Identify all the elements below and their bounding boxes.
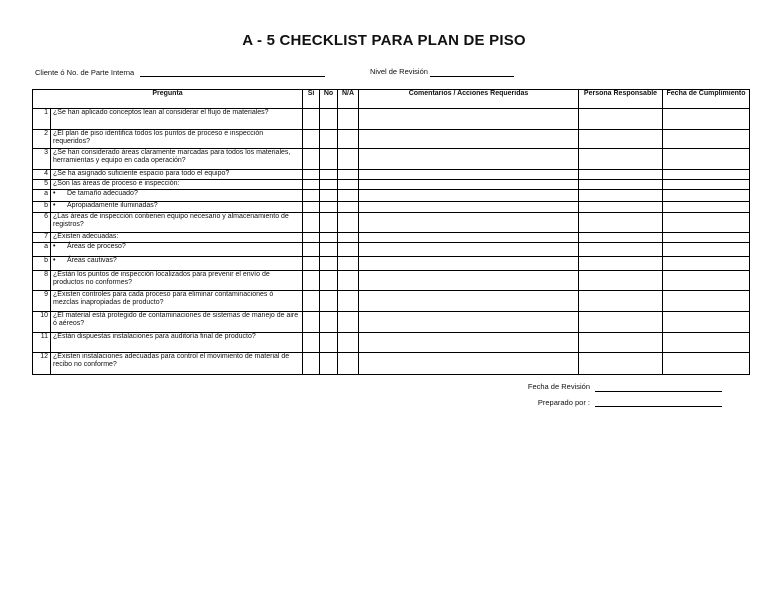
question-text: De tamaño adecuado? — [67, 190, 138, 197]
responsible-cell[interactable] — [579, 149, 663, 170]
no-cell[interactable] — [320, 243, 338, 257]
revision-level-field[interactable] — [430, 76, 514, 77]
question-text: ¿El material está protegido de contaminaciones de sistemas de manejo de aire ó aéreos? — [51, 312, 303, 333]
row-number: b — [33, 202, 51, 213]
comments-cell[interactable] — [359, 291, 579, 312]
question-text: Áreas cautivas? — [67, 257, 117, 264]
yes-cell[interactable] — [303, 109, 320, 130]
na-cell[interactable] — [338, 130, 359, 149]
table-row — [33, 109, 750, 130]
na-cell[interactable] — [338, 243, 359, 257]
question-text: Áreas de proceso? — [67, 243, 126, 250]
date-cell[interactable] — [663, 190, 750, 202]
responsible-cell[interactable] — [579, 233, 663, 243]
bullet-icon — [53, 190, 67, 197]
question-text: ¿Existen instalaciones adecuadas para control el movimiento de material de recibo no conforme? — [51, 353, 303, 375]
client-field[interactable] — [140, 76, 325, 77]
responsible-cell[interactable] — [579, 190, 663, 202]
na-cell[interactable] — [338, 233, 359, 243]
table-row — [33, 170, 750, 180]
header-na: N/A — [338, 90, 359, 109]
no-cell[interactable] — [320, 353, 338, 375]
comments-cell[interactable] — [359, 312, 579, 333]
comments-cell[interactable] — [359, 149, 579, 170]
na-cell[interactable] — [338, 170, 359, 180]
row-number: 11 — [33, 333, 51, 353]
question-cell — [51, 202, 303, 213]
prepared-by-field[interactable] — [595, 406, 722, 407]
date-cell[interactable] — [663, 312, 750, 333]
na-cell[interactable] — [338, 333, 359, 353]
date-cell[interactable] — [663, 291, 750, 312]
revision-date-field[interactable] — [595, 391, 722, 392]
client-label: Cliente ó No. de Parte Interna — [35, 68, 135, 77]
responsible-cell[interactable] — [579, 257, 663, 271]
no-cell[interactable] — [320, 202, 338, 213]
no-cell[interactable] — [320, 109, 338, 130]
table-row — [33, 213, 750, 233]
responsible-cell[interactable] — [579, 243, 663, 257]
bullet-icon — [53, 202, 67, 209]
na-cell[interactable] — [338, 353, 359, 375]
responsible-cell[interactable] — [579, 213, 663, 233]
responsible-cell[interactable] — [579, 109, 663, 130]
row-number: 3 — [33, 149, 51, 170]
na-cell[interactable] — [338, 180, 359, 190]
yes-cell[interactable] — [303, 312, 320, 333]
header-yes: Sí — [303, 90, 320, 109]
table-row — [33, 257, 750, 271]
date-cell[interactable] — [663, 213, 750, 233]
row-number: 8 — [33, 271, 51, 291]
question-cell — [51, 243, 303, 257]
row-number: b — [33, 257, 51, 271]
responsible-cell[interactable] — [579, 202, 663, 213]
yes-cell[interactable] — [303, 353, 320, 375]
na-cell[interactable] — [338, 312, 359, 333]
date-cell[interactable] — [663, 130, 750, 149]
prepared-by-label: Preparado por : — [537, 398, 590, 407]
yes-cell[interactable] — [303, 170, 320, 180]
yes-cell[interactable] — [303, 213, 320, 233]
question-text: ¿Las áreas de inspección contienen equipo necesario y almacenamiento de registros? — [51, 213, 303, 233]
question-cell — [51, 190, 303, 202]
question-text: ¿Existen adecuadas: — [51, 233, 303, 243]
row-number: 7 — [33, 233, 51, 243]
na-cell[interactable] — [338, 109, 359, 130]
row-number: 6 — [33, 213, 51, 233]
table-row — [33, 202, 750, 213]
header-no: No — [320, 90, 338, 109]
row-number: 4 — [33, 170, 51, 180]
question-text: ¿Están dispuestas instalaciones para auditoría final de producto? — [51, 333, 303, 353]
no-cell[interactable] — [320, 271, 338, 291]
bullet-icon — [53, 257, 67, 264]
question-text: ¿Son las áreas de proceso e inspección: — [51, 180, 303, 190]
comments-cell[interactable] — [359, 170, 579, 180]
date-cell[interactable] — [663, 180, 750, 190]
comments-cell[interactable] — [359, 233, 579, 243]
comments-cell[interactable] — [359, 213, 579, 233]
table-row — [33, 312, 750, 333]
no-cell[interactable] — [320, 180, 338, 190]
comments-cell[interactable] — [359, 109, 579, 130]
date-cell[interactable] — [663, 257, 750, 271]
date-cell[interactable] — [663, 353, 750, 375]
comments-cell[interactable] — [359, 130, 579, 149]
comments-cell[interactable] — [359, 202, 579, 213]
na-cell[interactable] — [338, 202, 359, 213]
responsible-cell[interactable] — [579, 291, 663, 312]
table-row — [33, 180, 750, 190]
na-cell[interactable] — [338, 213, 359, 233]
table-row — [33, 233, 750, 243]
na-cell[interactable] — [338, 190, 359, 202]
question-text: ¿Existen controles para cada proceso para eliminar contaminaciones ó mezclas inapropiadas de producto? — [51, 291, 303, 312]
date-cell[interactable] — [663, 233, 750, 243]
date-cell[interactable] — [663, 333, 750, 353]
yes-cell[interactable] — [303, 130, 320, 149]
table-row — [33, 291, 750, 312]
question-cell — [51, 257, 303, 271]
date-cell[interactable] — [663, 170, 750, 180]
yes-cell[interactable] — [303, 257, 320, 271]
comments-cell[interactable] — [359, 257, 579, 271]
row-number: 10 — [33, 312, 51, 333]
na-cell[interactable] — [338, 271, 359, 291]
question-text: ¿Están los puntos de inspección localizados para prevenir el envío de productos no conformes? — [51, 271, 303, 291]
no-cell[interactable] — [320, 213, 338, 233]
table-row — [33, 333, 750, 353]
comments-cell[interactable] — [359, 271, 579, 291]
no-cell[interactable] — [320, 312, 338, 333]
table-header-row — [33, 90, 750, 109]
question-text: ¿Se han considerado áreas claramente marcadas para todos los materiales, herramientas y equipo en cada operación? — [51, 149, 303, 170]
table-row — [33, 243, 750, 257]
responsible-cell[interactable] — [579, 333, 663, 353]
yes-cell[interactable] — [303, 190, 320, 202]
bullet-icon — [53, 243, 67, 250]
table-row — [33, 130, 750, 149]
yes-cell[interactable] — [303, 243, 320, 257]
na-cell[interactable] — [338, 149, 359, 170]
yes-cell[interactable] — [303, 180, 320, 190]
table-row — [33, 149, 750, 170]
header-responsible: Persona Responsable — [579, 90, 663, 109]
date-cell[interactable] — [663, 202, 750, 213]
question-text: ¿Se han aplicado conceptos lean al considerar el flujo de materiales? — [51, 109, 303, 130]
no-cell[interactable] — [320, 170, 338, 180]
na-cell[interactable] — [338, 257, 359, 271]
header-question: Pregunta — [33, 90, 303, 109]
na-cell[interactable] — [338, 291, 359, 312]
no-cell[interactable] — [320, 291, 338, 312]
question-text: Apropiadamente iluminadas? — [67, 202, 158, 209]
revision-date-label: Fecha de Revisión — [527, 382, 590, 391]
date-cell[interactable] — [663, 243, 750, 257]
no-cell[interactable] — [320, 149, 338, 170]
no-cell[interactable] — [320, 257, 338, 271]
header-date: Fecha de Cumplimiento — [663, 90, 750, 109]
yes-cell[interactable] — [303, 149, 320, 170]
row-number: 2 — [33, 130, 51, 149]
row-number: 1 — [33, 109, 51, 130]
responsible-cell[interactable] — [579, 130, 663, 149]
comments-cell[interactable] — [359, 333, 579, 353]
yes-cell[interactable] — [303, 291, 320, 312]
question-text: ¿El plan de piso identifica todos los puntos de proceso e inspección requeridos? — [51, 130, 303, 149]
comments-cell[interactable] — [359, 353, 579, 375]
row-number: 9 — [33, 291, 51, 312]
yes-cell[interactable] — [303, 333, 320, 353]
row-number: a — [33, 190, 51, 202]
header-comments: Comentarios / Acciones Requeridas — [359, 90, 579, 109]
table-row — [33, 271, 750, 291]
responsible-cell[interactable] — [579, 170, 663, 180]
table-row — [33, 190, 750, 202]
row-number: 12 — [33, 353, 51, 375]
checklist-table — [32, 89, 750, 375]
responsible-cell[interactable] — [579, 353, 663, 375]
date-cell[interactable] — [663, 109, 750, 130]
table-row — [33, 353, 750, 375]
comments-cell[interactable] — [359, 243, 579, 257]
yes-cell[interactable] — [303, 233, 320, 243]
page-title: A - 5 CHECKLIST PARA PLAN DE PISO — [242, 32, 526, 49]
yes-cell[interactable] — [303, 202, 320, 213]
no-cell[interactable] — [320, 233, 338, 243]
responsible-cell[interactable] — [579, 180, 663, 190]
no-cell[interactable] — [320, 130, 338, 149]
date-cell[interactable] — [663, 271, 750, 291]
row-number: a — [33, 243, 51, 257]
responsible-cell[interactable] — [579, 271, 663, 291]
comments-cell[interactable] — [359, 180, 579, 190]
responsible-cell[interactable] — [579, 312, 663, 333]
question-text: ¿Se ha asignado suficiente espacio para todo el equipo? — [51, 170, 303, 180]
revision-level-label: Nivel de Revisión — [370, 67, 428, 76]
row-number: 5 — [33, 180, 51, 190]
date-cell[interactable] — [663, 149, 750, 170]
no-cell[interactable] — [320, 190, 338, 202]
yes-cell[interactable] — [303, 271, 320, 291]
comments-cell[interactable] — [359, 190, 579, 202]
no-cell[interactable] — [320, 333, 338, 353]
